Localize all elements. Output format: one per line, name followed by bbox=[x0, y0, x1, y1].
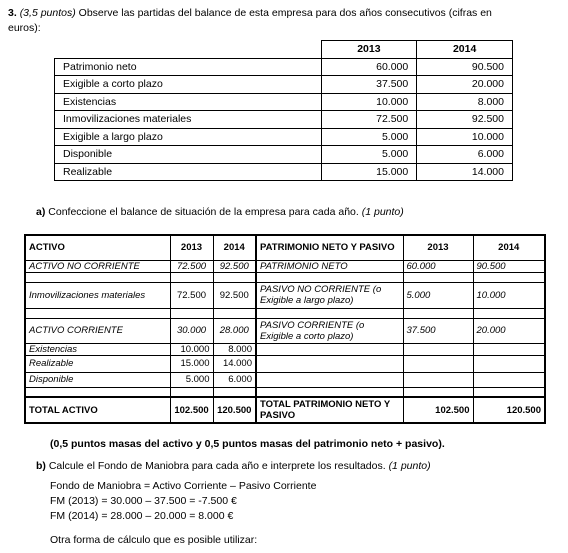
activo-corriente-label: ACTIVO CORRIENTE bbox=[25, 318, 170, 343]
header-blank-cell bbox=[55, 41, 322, 59]
question-points: (3,5 puntos) bbox=[19, 7, 76, 19]
empty-cell bbox=[256, 372, 403, 387]
formula-2014: FM (2014) = 28.000 – 20.000 = 8.000 € bbox=[50, 510, 234, 522]
disponible-label: Disponible bbox=[25, 372, 170, 387]
empty-cell bbox=[256, 355, 403, 372]
part-b-points: (1 punto) bbox=[388, 460, 431, 472]
empty-cell bbox=[256, 272, 403, 282]
formula-2013: FM (2013) = 30.000 – 37.500 = -7.500 € bbox=[50, 495, 237, 507]
empty-cell bbox=[213, 308, 256, 318]
empty-cell bbox=[170, 308, 213, 318]
row-value-2013: 10.000 bbox=[321, 93, 417, 111]
cell-value: 20.000 bbox=[473, 318, 545, 343]
empty-cell bbox=[25, 308, 170, 318]
empty-cell bbox=[473, 355, 545, 372]
row-label: Patrimonio neto bbox=[55, 58, 322, 76]
total-activo-2014: 120.500 bbox=[213, 397, 256, 423]
table-row bbox=[55, 146, 513, 164]
row-label: Existencias bbox=[55, 93, 322, 111]
empty-cell bbox=[403, 343, 473, 355]
cell-value: 72.500 bbox=[170, 282, 213, 308]
spacer-row bbox=[25, 308, 545, 318]
empty-cell bbox=[25, 272, 170, 282]
table-header-row bbox=[55, 41, 513, 59]
balance-header-row bbox=[25, 235, 545, 260]
part-a-text: Confeccione el balance de situación de la empresa para cada año. bbox=[48, 206, 359, 218]
cell-value: 15.000 bbox=[170, 355, 213, 372]
cell-value: 60.000 bbox=[403, 260, 473, 272]
row-label: Realizable bbox=[55, 163, 322, 181]
cell-value: 30.000 bbox=[170, 318, 213, 343]
part-a-points: (1 punto) bbox=[361, 206, 404, 218]
empty-cell bbox=[170, 272, 213, 282]
balance-row bbox=[25, 343, 545, 355]
question-text-cont: euros): bbox=[8, 22, 41, 34]
total-pasivo-label: TOTAL PATRIMONIO NETO Y PASIVO bbox=[256, 397, 403, 423]
pasivo-corriente-label: PASIVO CORRIENTE (o Exigible a corto plazo) bbox=[256, 318, 403, 343]
realizable-label: Realizable bbox=[25, 355, 170, 372]
empty-cell bbox=[256, 387, 403, 397]
total-pasivo-2013: 102.500 bbox=[403, 397, 473, 423]
empty-cell bbox=[170, 387, 213, 397]
empty-cell bbox=[256, 308, 403, 318]
cell-value: 5.000 bbox=[403, 282, 473, 308]
cell-value: 8.000 bbox=[213, 343, 256, 355]
total-row bbox=[25, 397, 545, 423]
row-value-2013: 15.000 bbox=[321, 163, 417, 181]
pasivo-2013-header: 2013 bbox=[403, 235, 473, 260]
table-row bbox=[55, 93, 513, 111]
cell-value: 14.000 bbox=[213, 355, 256, 372]
row-value-2013: 5.000 bbox=[321, 128, 417, 146]
row-value-2014: 6.000 bbox=[417, 146, 513, 164]
row-value-2014: 90.500 bbox=[417, 58, 513, 76]
empty-cell bbox=[256, 343, 403, 355]
question-text: Observe las partidas del balance de esta empresa para dos años consecutivos (cifras en bbox=[78, 7, 492, 19]
part-b-statement bbox=[36, 459, 431, 473]
cell-value: 90.500 bbox=[473, 260, 545, 272]
activo-2014-header: 2014 bbox=[213, 235, 256, 260]
cell-value: 92.500 bbox=[213, 282, 256, 308]
empty-cell bbox=[403, 355, 473, 372]
empty-cell bbox=[25, 387, 170, 397]
row-value-2014: 92.500 bbox=[417, 111, 513, 129]
row-value-2013: 37.500 bbox=[321, 76, 417, 94]
question-number: 3. bbox=[8, 7, 17, 19]
activo-2013-header: 2013 bbox=[170, 235, 213, 260]
total-activo-label: TOTAL ACTIVO bbox=[25, 397, 170, 423]
balance-row bbox=[25, 282, 545, 308]
part-b-text: Calcule el Fondo de Maniobra para cada año e interprete los resultados. bbox=[48, 460, 386, 472]
activo-header: ACTIVO bbox=[25, 235, 170, 260]
row-value-2013: 72.500 bbox=[321, 111, 417, 129]
pasivo-header: PATRIMONIO NETO Y PASIVO bbox=[256, 235, 403, 260]
balance-row bbox=[25, 318, 545, 343]
inmovilizaciones-label: Inmovilizaciones materiales bbox=[25, 282, 170, 308]
cell-value: 92.500 bbox=[213, 260, 256, 272]
empty-cell bbox=[403, 372, 473, 387]
balance-row bbox=[25, 372, 545, 387]
cell-value: 37.500 bbox=[403, 318, 473, 343]
row-value-2013: 60.000 bbox=[321, 58, 417, 76]
patrimonio-neto-label: PATRIMONIO NETO bbox=[256, 260, 403, 272]
cell-value: 6.000 bbox=[213, 372, 256, 387]
balance-row bbox=[25, 260, 545, 272]
part-b-label: b) bbox=[36, 460, 46, 472]
part-a-statement bbox=[36, 205, 404, 219]
activo-no-corriente-label: ACTIVO NO CORRIENTE bbox=[25, 260, 170, 272]
table-row bbox=[55, 128, 513, 146]
cell-value: 10.000 bbox=[170, 343, 213, 355]
row-value-2014: 14.000 bbox=[417, 163, 513, 181]
empty-cell bbox=[473, 372, 545, 387]
row-label: Disponible bbox=[55, 146, 322, 164]
empty-cell bbox=[213, 272, 256, 282]
part-a-label: a) bbox=[36, 206, 46, 218]
cell-value: 72.500 bbox=[170, 260, 213, 272]
table-row bbox=[55, 76, 513, 94]
row-value-2013: 5.000 bbox=[321, 146, 417, 164]
table-row bbox=[55, 163, 513, 181]
total-activo-2013: 102.500 bbox=[170, 397, 213, 423]
table-row bbox=[55, 58, 513, 76]
existencias-label: Existencias bbox=[25, 343, 170, 355]
empty-cell bbox=[403, 308, 473, 318]
table-row bbox=[55, 111, 513, 129]
balance-row bbox=[25, 355, 545, 372]
scoring-note: (0,5 puntos masas del activo y 0,5 puntos masas del patrimonio neto + pasivo). bbox=[50, 438, 445, 450]
spacer-row bbox=[25, 272, 545, 282]
row-label: Exigible a largo plazo bbox=[55, 128, 322, 146]
spacer-row bbox=[25, 387, 545, 397]
total-pasivo-2014: 120.500 bbox=[473, 397, 545, 423]
empty-cell bbox=[473, 308, 545, 318]
other-method-text: Otra forma de cálculo que es posible utilizar: bbox=[50, 534, 258, 546]
balance-items-table bbox=[54, 40, 513, 181]
row-value-2014: 10.000 bbox=[417, 128, 513, 146]
empty-cell bbox=[473, 387, 545, 397]
cell-value: 28.000 bbox=[213, 318, 256, 343]
cell-value: 10.000 bbox=[473, 282, 545, 308]
header-2014: 2014 bbox=[417, 41, 513, 59]
pasivo-no-corriente-label: PASIVO NO CORRIENTE (o Exigible a largo plazo) bbox=[256, 282, 403, 308]
balance-sheet-table bbox=[24, 234, 546, 424]
question-statement bbox=[8, 6, 560, 36]
row-label: Exigible a corto plazo bbox=[55, 76, 322, 94]
formula-definition: Fondo de Maniobra = Activo Corriente – Pasivo Corriente bbox=[50, 480, 317, 492]
empty-cell bbox=[403, 387, 473, 397]
row-value-2014: 20.000 bbox=[417, 76, 513, 94]
row-label: Inmovilizaciones materiales bbox=[55, 111, 322, 129]
empty-cell bbox=[213, 387, 256, 397]
header-2013: 2013 bbox=[321, 41, 417, 59]
empty-cell bbox=[473, 272, 545, 282]
empty-cell bbox=[403, 272, 473, 282]
cell-value: 5.000 bbox=[170, 372, 213, 387]
row-value-2014: 8.000 bbox=[417, 93, 513, 111]
pasivo-2014-header: 2014 bbox=[473, 235, 545, 260]
empty-cell bbox=[473, 343, 545, 355]
